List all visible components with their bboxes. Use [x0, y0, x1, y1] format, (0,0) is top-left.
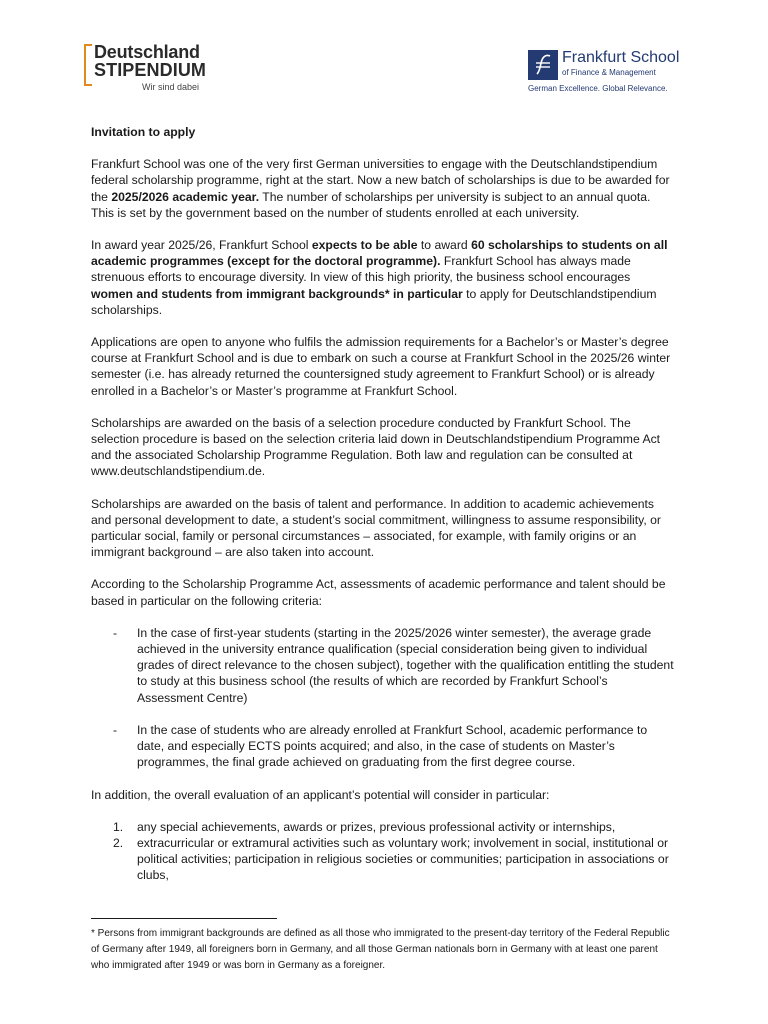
list-number: 2. [113, 835, 124, 850]
criteria-dash-list [91, 625, 675, 771]
list-item [91, 819, 675, 835]
logo-ds-tagline: Wir sind dabei [142, 82, 200, 92]
page-title: Invitation to apply [91, 125, 196, 139]
paragraph-selection: Scholarships are awarded on the basis of a selection procedure conducted by Frankfurt School. The selection procedure is based on the selection criteria laid down in Deutschlandstipendium Programme Act and the associated Scholarship Programme Regulation. Both law and regulation can be consulted at www.deutschlandstipendium.de. [91, 415, 661, 479]
paragraph-intro-bold: 2025/2026 academic year. [111, 189, 260, 204]
footnote-divider [91, 918, 277, 919]
paragraph-award-bold-f: women and students from immigrant backgrounds* in particular [91, 286, 463, 301]
list-item-text: extracurricular or extramural activities such as voluntary work; involvement in social, institutional or political activities; participation in religious societies or communities; participation in associations or clubs, [137, 835, 669, 883]
list-item [91, 722, 675, 771]
dash-marker: - [113, 722, 118, 737]
dash-marker: - [113, 625, 118, 640]
paragraph-intro [91, 156, 675, 221]
paragraph-award-text-a: In award year 2025/26, Frankfurt School [91, 238, 312, 253]
paragraph-evaluation: In addition, the overall evaluation of an applicant’s potential will consider in particular: [91, 787, 550, 802]
frankfurt-school-mark-icon [528, 50, 558, 80]
paragraph-award-year [91, 237, 675, 318]
logo-bracket-icon [84, 44, 92, 86]
paragraph-award-text-e: Frankfurt School has always made strenuous efforts to encourage diversity. In view of this high priority, the business school encourages [91, 254, 631, 285]
list-item [91, 835, 675, 884]
footnote: * Persons from immigrant backgrounds are defined as all those who immigrated to the present-day territory of the Federal Republic of Germany after 1949, all foreigners born in Germany, and all those German nationals born in Germany with at least one parent who immigrated after 1949 or was born in Germany as a foreigner. [91, 928, 670, 971]
logo-fs-name: Frankfurt School [562, 49, 680, 66]
deutschlandstipendium-logo [84, 42, 214, 94]
logo-fs-tagline: German Excellence. Global Relevance. [528, 84, 668, 93]
logo-fs-sub: of Finance & Management [562, 68, 656, 77]
document-body [91, 124, 675, 884]
paragraph-act: According to the Scholarship Programme Act, assessments of academic performance and talent should be based in particular on the following criteria: [91, 577, 666, 608]
paragraph-intro-text-c: The number of scholarships per university is subject to an annual quota. This is set by the government based on the number of students enrolled at each university. [91, 189, 651, 220]
paragraph-eligibility: Applications are open to anyone who fulfils the admission requirements for a Bachelor’s or Master’s degree course at Frankfurt School and is due to embark on such a course at Frankfurt School in the 2025/26 winter semester (i.e. has already returned the countersigned study agreement to Frankfurt School) or is already enrolled in a Bachelor’s or Master’s programme at Frankfurt School. [91, 335, 671, 398]
paragraph-award-bold-d: 60 scholarships to students on all academic programmes (except for the doctoral programme). [91, 238, 668, 269]
paragraph-intro-text-a: Frankfurt School was one of the very first German universities to engage with the Deutschlandstipendium federal scholarship programme, right at the start. Now a new batch of scholarships is due to be awarded for the [91, 157, 670, 204]
logo-ds-line2: STIPENDIUM [94, 60, 207, 80]
list-item-text: In the case of students who are already enrolled at Frankfurt School, academic performance to date, and especially ECTS points acquired; and also, in the case of students on Master’s programmes, the final grade achieved on graduating from the first degree course. [137, 722, 648, 770]
paragraph-award-bold-b: expects to be able [311, 238, 418, 253]
paragraph-award-text-g: to apply for Deutschlandstipendium scholarships. [91, 286, 657, 317]
list-item-text: any special achievements, awards or prizes, previous professional activity or internships, [137, 819, 616, 834]
logo-ds-line1: Deutschland [94, 42, 200, 62]
list-item-text: In the case of first-year students (starting in the 2025/2026 winter semester), the average grade achieved in the university entrance qualification (special consideration being given to individual grades of direct relevance to the chosen subject), together with the qualification entitling the student to study at this business school (the results of which are recorded by Frankfurt School’s Assessment Centre) [137, 625, 674, 705]
list-number: 1. [113, 819, 124, 834]
evaluation-numbered-list [91, 819, 675, 884]
paragraph-criteria-intro: Scholarships are awarded on the basis of talent and performance. In addition to academic achievements and personal development to date, a student’s social commitment, willingness to assume responsibility, or particular social, family or personal circumstances – associated, for example, with family origins or an immigrant background – are also taken into account. [91, 496, 661, 560]
frankfurt-school-logo [528, 48, 678, 98]
list-item [91, 625, 675, 706]
paragraph-award-text-c: to award [417, 238, 472, 253]
